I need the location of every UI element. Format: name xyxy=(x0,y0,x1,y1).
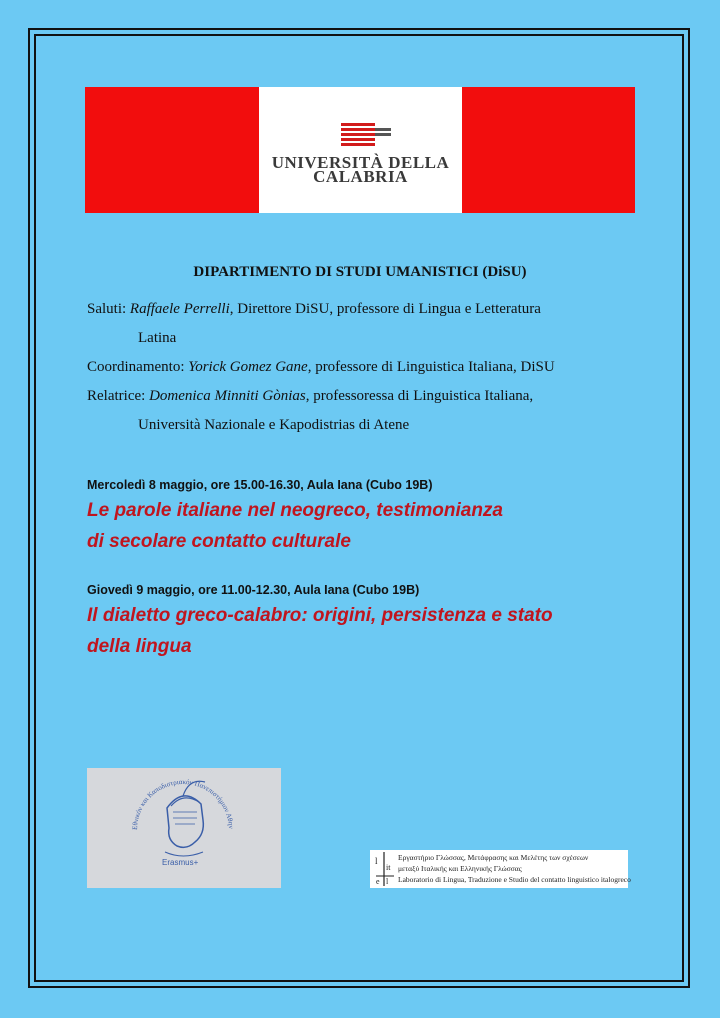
coordinamento-role: , professore di Linguistica Italiana, DiSU xyxy=(307,359,555,375)
svg-text:e: e xyxy=(376,877,380,886)
relatrice-name: Domenica Minniti Gònias xyxy=(149,388,306,404)
svg-text:l: l xyxy=(375,856,378,866)
university-name-line1: UNIVERSITÀ DELLA xyxy=(271,153,450,172)
event-title-line2: di secolare contatto culturale xyxy=(87,531,351,552)
litel-line1: Εργαστήριο Γλώσσας, Μετάφρασης και Μελέτης των σχέσεων xyxy=(398,853,589,862)
athens-university-logo xyxy=(87,768,281,888)
relatrice-line xyxy=(87,388,533,405)
svg-text:it: it xyxy=(386,863,391,872)
department-title: DIPARTIMENTO DI STUDI UMANISTICI (DiSU) xyxy=(193,264,527,280)
university-name-line2: CALABRIA xyxy=(313,167,408,186)
event-date: Mercoledì 8 maggio, ore 15.00-16.30, Aula Iana (Cubo 19B) xyxy=(87,478,433,492)
event-title-line1: Le parole italiane nel neogreco, testimonianza xyxy=(87,500,503,521)
event-title-line2: della lingua xyxy=(87,636,192,657)
event-title xyxy=(87,495,503,557)
event-date: Giovedì 9 maggio, ore 11.00-12.30, Aula Iana (Cubo 19B) xyxy=(87,583,420,597)
erasmus-caption: Erasmus+ xyxy=(162,858,199,867)
athena-seal-icon xyxy=(87,768,281,888)
litel-mark-icon xyxy=(372,850,398,888)
relatrice-role-continued: Università Nazionale e Kapodistrias di Atene xyxy=(138,417,410,433)
university-logo-panel xyxy=(259,87,462,213)
relatrice-label: Relatrice: xyxy=(87,388,150,404)
saluti-line xyxy=(87,301,541,318)
svg-text:l: l xyxy=(386,877,389,886)
event-title-line1: Il dialetto greco-calabro: origini, persistenza e stato xyxy=(87,605,553,626)
saluti-name: Raffaele Perrelli xyxy=(129,301,230,317)
litel-line2: μεταξύ Ιταλικής και Ελληνικής Γλώσσας xyxy=(398,864,522,873)
saluti-label: Saluti: xyxy=(87,301,130,317)
coordinamento-line xyxy=(87,359,555,376)
svg-text:Εθνικόν και Καποδιστριακόν Παν xyxy=(87,768,235,830)
coordinamento-name: Yorick Gomez Gane xyxy=(188,359,308,375)
event-title xyxy=(87,600,553,662)
saluti-role-continued: Latina xyxy=(138,330,177,346)
university-banner xyxy=(85,87,635,213)
coordinamento-label: Coordinamento: xyxy=(87,359,189,375)
university-emblem-icon xyxy=(341,123,393,147)
saluti-role: , Direttore DiSU, professore di Lingua e Letteratura xyxy=(229,301,541,317)
seal-text: Εθνικόν και Καποδιστριακόν Πανεπιστήμιον Αθην xyxy=(130,777,236,831)
relatrice-role: , professoressa di Linguistica Italiana, xyxy=(305,388,534,404)
litel-line3: Laboratorio di Lingua, Traduzione e Studio del contatto linguistico italogreco xyxy=(398,875,631,884)
litel-laboratory-logo xyxy=(370,850,631,888)
